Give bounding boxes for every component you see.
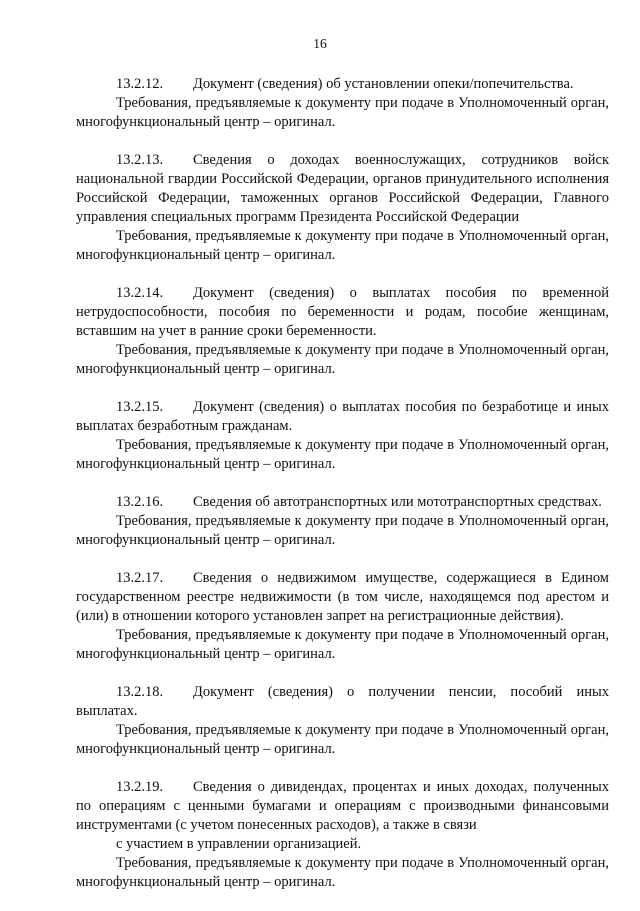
requirement-text: Требования, предъявляемые к документу при подаче в Уполномоченный орган, многофункциональный центр – оригинал.: [76, 342, 609, 377]
section-13-2-15: [76, 398, 609, 474]
requirement-text: Требования, предъявляемые к документу при подаче в Уполномоченный орган, многофункциональный центр – оригинал.: [76, 722, 609, 757]
section-title: Документ (сведения) о выплатах пособия по временной нетрудоспособности, пособия по беременности и родам, пособие женщинам, вставшим на учет в ранние сроки беременности.: [76, 285, 609, 339]
section-title: Документ (сведения) о выплатах пособия по безработице и иных выплатах безработным гражданам.: [76, 399, 609, 434]
section-title: Документ (сведения) о получении пенсии, пособий иных выплатах.: [76, 684, 609, 719]
page-number: 16: [313, 36, 327, 51]
section-number: 13.2.16.: [116, 494, 164, 510]
section-number: 13.2.15.: [116, 399, 164, 415]
section-heading: [76, 683, 609, 721]
section-number: 13.2.14.: [116, 285, 164, 301]
section-13-2-19: [76, 778, 609, 892]
section-heading: [76, 778, 609, 835]
section-title: Сведения о дивидендах, процентах и иных доходах, полученных по операциям с ценными бумагами и операциям с производными финансовыми инструментами (с учетом понесенных расходов), а также в связи: [76, 779, 609, 833]
section-heading: [76, 493, 609, 512]
section-title: Сведения об автотранспортных или мототранспортных средствах.: [193, 494, 602, 510]
section-title: Документ (сведения) об установлении опеки/попечительства.: [193, 76, 574, 92]
section-number: 13.2.17.: [116, 570, 164, 586]
section-number: 13.2.12.: [116, 76, 164, 92]
document-body: [76, 75, 609, 911]
requirement-text: Требования, предъявляемые к документу при подаче в Уполномоченный орган, многофункциональный центр – оригинал.: [76, 855, 609, 890]
section-heading: [76, 569, 609, 626]
section-number: 13.2.13.: [116, 152, 164, 168]
section-continuation: с участием в управлении организацией.: [116, 836, 362, 852]
section-heading: [76, 284, 609, 341]
section-13-2-17: [76, 569, 609, 664]
section-heading: [76, 398, 609, 436]
section-number: 13.2.19.: [116, 779, 164, 795]
section-13-2-18: [76, 683, 609, 759]
section-heading: [76, 151, 609, 227]
section-title: Сведения о доходах военнослужащих, сотрудников войск национальной гвардии Российской Федерации, органов принудительного исполнения Российской Федерации, таможенных органов Российской Федерации, Главного управления специальных программ Президента Российской Федерации: [76, 152, 609, 225]
section-title: Сведения о недвижимом имуществе, содержащиеся в Едином государственном реестре недвижимости (в том числе, находящемся под арестом и (или) в отношении которого установлен запрет на регистрационные действия).: [76, 570, 609, 624]
section-13-2-14: [76, 284, 609, 379]
section-13-2-16: [76, 493, 609, 550]
requirement-text: Требования, предъявляемые к документу при подаче в Уполномоченный орган, многофункциональный центр – оригинал.: [76, 513, 609, 548]
section-13-2-12: [76, 75, 609, 132]
section-13-2-13: [76, 151, 609, 265]
requirement-text: Требования, предъявляемые к документу при подаче в Уполномоченный орган, многофункциональный центр – оригинал.: [76, 228, 609, 263]
requirement-text: Требования, предъявляемые к документу при подаче в Уполномоченный орган, многофункциональный центр – оригинал.: [76, 437, 609, 472]
requirement-text: Требования, предъявляемые к документу при подаче в Уполномоченный орган, многофункциональный центр – оригинал.: [76, 95, 609, 130]
requirement-text: Требования, предъявляемые к документу при подаче в Уполномоченный орган, многофункциональный центр – оригинал.: [76, 627, 609, 662]
section-number: 13.2.18.: [116, 684, 164, 700]
section-heading: [76, 75, 609, 94]
